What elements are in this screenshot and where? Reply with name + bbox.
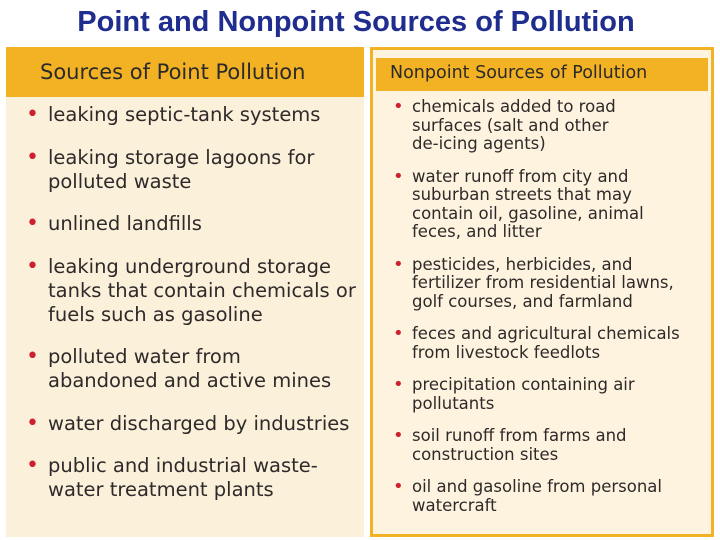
nonpoint-sources-panel bbox=[370, 47, 714, 537]
list-item-text: contain oil, gasoline, animal bbox=[412, 203, 644, 223]
list-item-text: precipitation containing air bbox=[412, 375, 635, 394]
list-item bbox=[393, 325, 709, 362]
bullet-icon: • bbox=[26, 344, 39, 369]
bullet-icon: • bbox=[393, 253, 404, 275]
bullet-icon: • bbox=[393, 476, 404, 497]
bullet-icon: • bbox=[393, 96, 404, 117]
list-item-text: golf courses, and farmland bbox=[412, 291, 633, 311]
list-item bbox=[393, 165, 709, 242]
list-item-text: feces, and litter bbox=[412, 222, 542, 241]
list-item-text: unlined landfills bbox=[48, 212, 202, 235]
bullet-icon: • bbox=[393, 165, 404, 187]
bullet-icon: • bbox=[26, 144, 39, 170]
bullet-icon: • bbox=[26, 410, 39, 436]
list-item bbox=[26, 454, 356, 502]
list-item-text: construction sites bbox=[412, 444, 559, 464]
bullet-icon: • bbox=[393, 374, 404, 395]
list-item bbox=[26, 412, 356, 436]
list-item bbox=[26, 212, 356, 236]
list-item-text: leaking septic-tank systems bbox=[48, 103, 321, 126]
list-item-text: tanks that contain chemicals or bbox=[48, 278, 356, 302]
list-item bbox=[26, 345, 356, 393]
point-sources-list bbox=[26, 103, 356, 521]
list-item-text: polluted waste bbox=[48, 169, 192, 193]
list-item bbox=[26, 146, 356, 194]
list-item-text: abandoned and active mines bbox=[48, 369, 332, 392]
list-item bbox=[393, 98, 709, 154]
point-sources-heading: Sources of Point Pollution bbox=[6, 47, 364, 97]
nonpoint-sources-list bbox=[393, 98, 709, 529]
bullet-icon: • bbox=[26, 211, 39, 236]
list-item-text: leaking storage lagoons for bbox=[48, 145, 315, 169]
page-title: Point and Nonpoint Sources of Pollution bbox=[77, 6, 635, 38]
list-item-text: fertilizer from residential lawns, bbox=[412, 273, 674, 292]
list-item-text: fuels such as gasoline bbox=[48, 302, 263, 326]
list-item-text: from livestock feedlots bbox=[412, 342, 601, 362]
list-item bbox=[393, 478, 709, 515]
point-sources-panel bbox=[6, 47, 364, 537]
list-item-text: de-icing agents) bbox=[412, 134, 546, 153]
list-item-text: watercraft bbox=[412, 495, 497, 515]
list-item-text: suburban streets that may bbox=[412, 185, 632, 204]
nonpoint-sources-heading: Nonpoint Sources of Pollution bbox=[376, 58, 708, 91]
list-item bbox=[393, 376, 709, 413]
bullet-icon: • bbox=[26, 453, 39, 478]
list-item-text: water runoff from city and bbox=[412, 166, 629, 186]
bullet-icon: • bbox=[26, 102, 39, 127]
list-item-text: leaking underground storage bbox=[48, 254, 332, 278]
list-item bbox=[26, 103, 356, 127]
list-item-text: oil and gasoline from personal bbox=[412, 477, 662, 496]
list-item-text: water discharged by industries bbox=[48, 411, 350, 435]
bullet-icon: • bbox=[393, 425, 404, 446]
list-item-text: public and industrial waste- bbox=[48, 454, 318, 477]
list-item bbox=[26, 255, 356, 327]
bullet-icon: • bbox=[393, 323, 404, 344]
list-item-text: pesticides, herbicides, and bbox=[412, 254, 633, 274]
list-item-text: soil runoff from farms and bbox=[412, 426, 627, 445]
list-item-text: polluted water from bbox=[48, 345, 241, 368]
list-item-text: water treatment plants bbox=[48, 478, 274, 501]
list-item bbox=[393, 253, 709, 312]
bullet-icon: • bbox=[26, 253, 39, 279]
list-item-text: chemicals added to road bbox=[412, 97, 616, 116]
list-item bbox=[393, 427, 709, 464]
list-item-text: surfaces (salt and other bbox=[412, 115, 609, 135]
list-item-text: feces and agricultural chemicals bbox=[412, 324, 680, 343]
list-item-text: pollutants bbox=[412, 393, 495, 413]
